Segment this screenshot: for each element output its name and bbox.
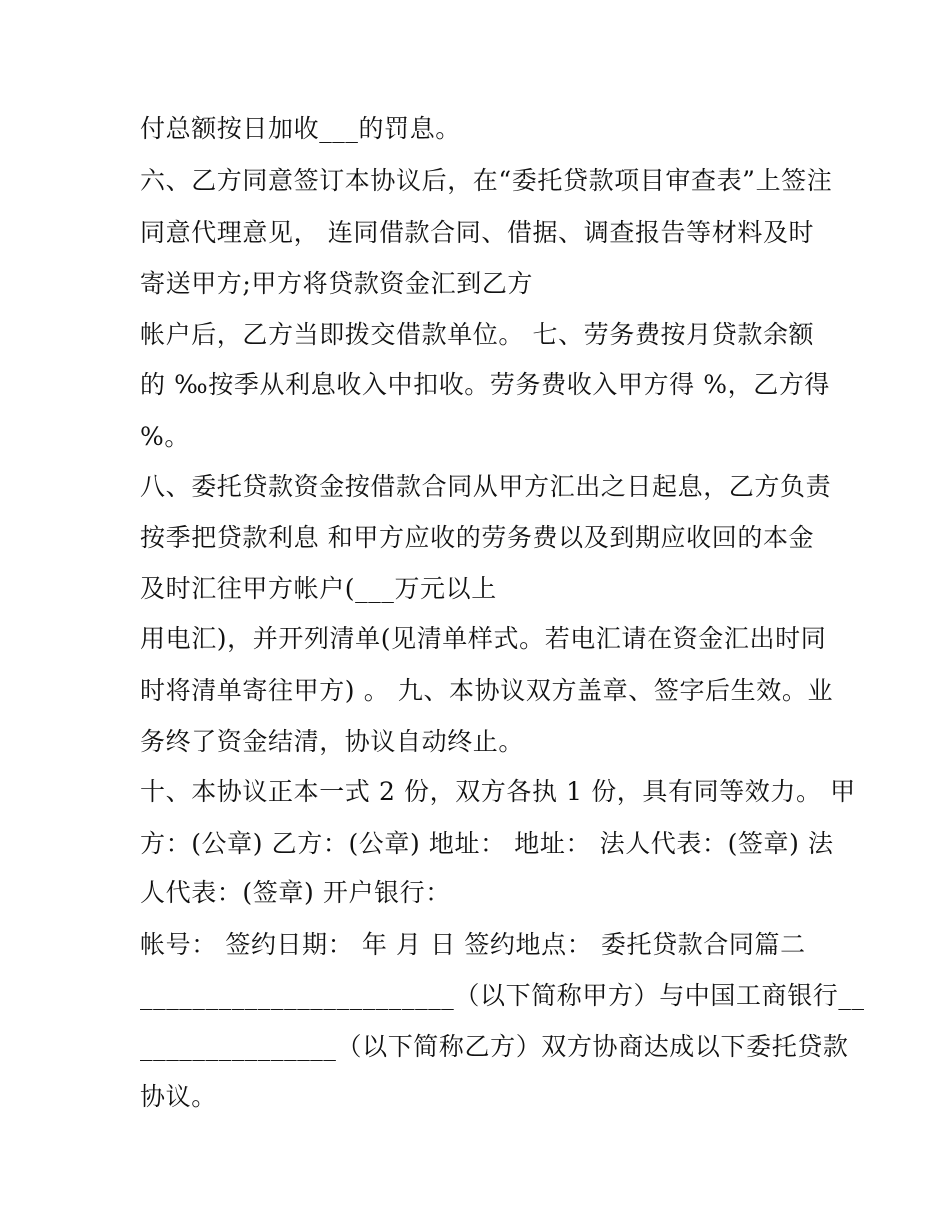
text-line: 方：(公章) 乙方：(公章) 地址： 地址： 法人代表：(签章) 法: [140, 829, 834, 858]
text-line: 六、乙方同意签订本协议后，在“委托贷款项目审查表”上签注: [140, 166, 833, 195]
text-line: 寄送甲方;甲方将贷款资金汇到乙方: [140, 269, 534, 298]
text-line: 同意代理意见， 连同借款合同、借据、调查报告等材料及时: [140, 218, 815, 247]
text-line: %。: [140, 422, 190, 451]
text-line: ________________________（以下简称甲方）与中国工商银行__: [140, 981, 865, 1010]
text-line: 帐户后，乙方当即拨交借款单位。 七、劳务费按月贷款余额: [140, 320, 815, 349]
text-line: _______________（以下简称乙方）双方协商达成以下委托贷款: [140, 1032, 849, 1061]
text-line: 的 ‰按季从利息收入中扣收。劳务费收入甲方得 %，乙方得: [140, 370, 830, 399]
text-line: 务终了资金结清，协议自动终止。: [140, 727, 525, 756]
text-line: 付总额按日加收___的罚息。: [140, 114, 461, 143]
text-line: 人代表：(签章) 开户银行：: [140, 878, 451, 907]
text-line: 按季把贷款利息 和甲方应收的劳务费以及到期应收回的本金: [140, 523, 815, 552]
text-line: 及时汇往甲方帐户(___万元以上: [140, 574, 497, 603]
text-line: 十、本协议正本一式 2 份，双方各执 1 份，具有同等效力。 甲: [140, 777, 856, 806]
text-line: 帐号： 签约日期： 年 月 日 签约地点： 委托贷款合同篇二: [140, 930, 806, 959]
text-line: 时将清单寄往甲方) 。 九、本协议双方盖章、签字后生效。业: [140, 676, 834, 705]
text-line: 用电汇)，并开列清单(见清单样式。若电汇请在资金汇出时同: [140, 624, 827, 653]
text-line: 八、委托贷款资金按借款合同从甲方汇出之日起息，乙方负责: [140, 472, 832, 501]
text-line: 协议。: [140, 1082, 217, 1111]
